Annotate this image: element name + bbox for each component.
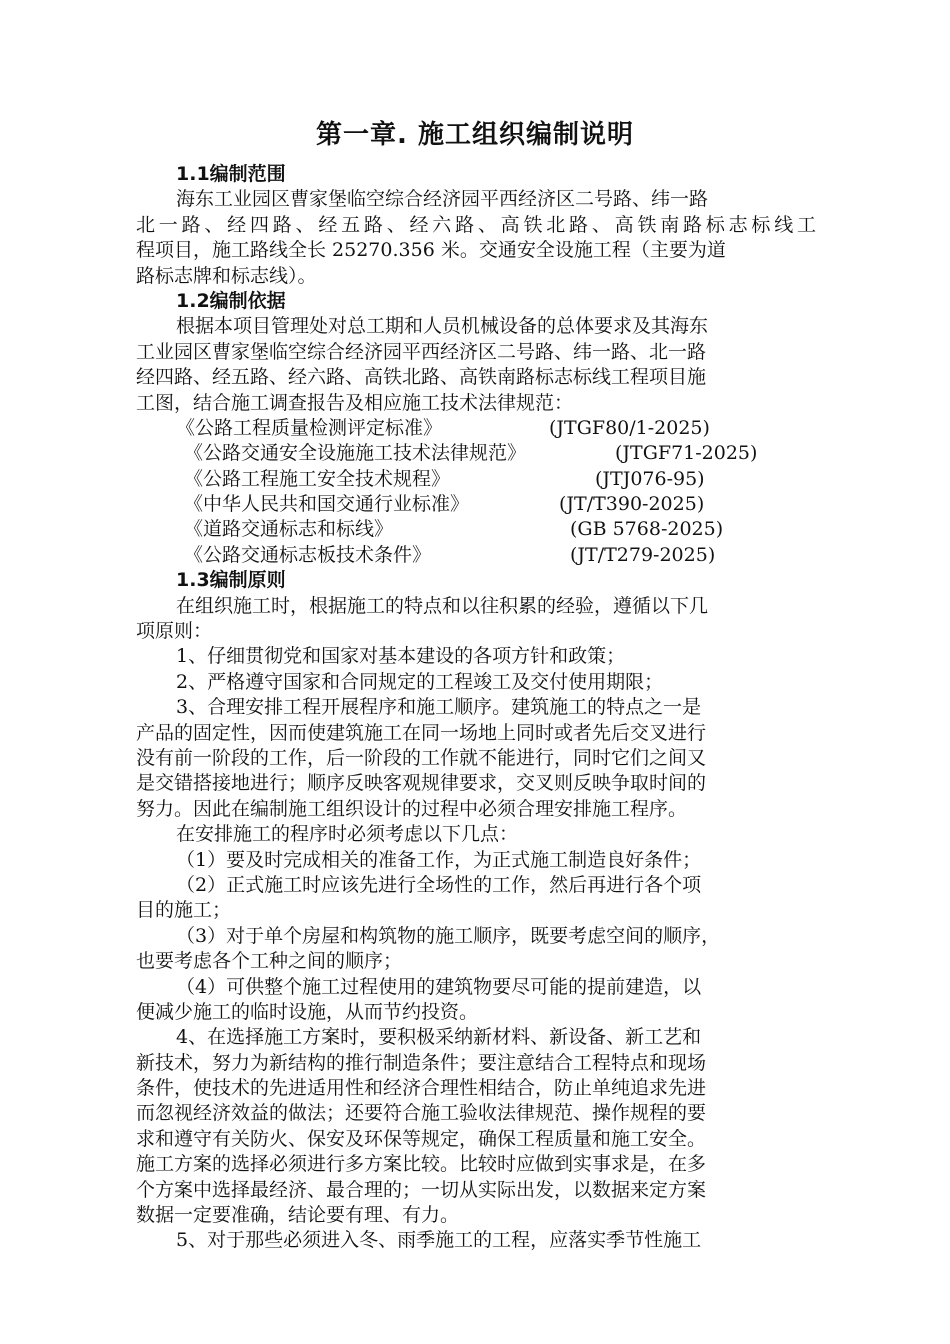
chapter-title: 第一章. 施工组织编制说明: [316, 120, 634, 150]
standard-item: [136, 416, 816, 441]
standard-name: 《公路工程施工安全技术规程》: [184, 467, 451, 490]
paragraph-line: 没有前一阶段的工作，后一阶段的工作就不能进行，同时它们之间又: [136, 746, 707, 769]
paragraph-line: 在组织施工时，根据施工的特点和以往积累的经验，遵循以下几: [176, 594, 709, 617]
document-body: [136, 162, 816, 1254]
paragraph-line: 工图，结合施工调查报告及相应施工技术法律规范：: [136, 391, 574, 414]
section-heading-1-3: 1.3编制原则: [176, 569, 286, 592]
paragraph-line: 产品的固定性，因而使建筑施工在同一场地上同时或者先后交叉进行: [136, 721, 707, 744]
list-item-line: 1、仔细贯彻党和国家对基本建设的各项方针和政策；: [176, 645, 626, 668]
standard-name: 《公路交通安全设施施工技术法律规范》: [184, 442, 527, 465]
paragraph-line: 努力。因此在编制施工组织设计的过程中必须合理安排施工程序。: [136, 797, 688, 820]
paragraph-line: 是交错搭接地进行；顺序反映客观规律要求，交叉则反映争取时间的: [136, 772, 707, 795]
paragraph-line: 路标志牌和标志线）。: [136, 264, 317, 287]
list-item-line: 5、对于那些必须进入冬、雨季施工的工程，应落实季节性施工: [176, 1229, 702, 1252]
paragraph-line: 便减少施工的临时设施，从而节约投资。: [136, 1000, 479, 1023]
standard-code: (JT/T390-2025): [559, 493, 705, 516]
standard-code: (JTGF80/1-2025): [549, 416, 710, 439]
sub-item-line: （2）正式施工时应该先进行全场性的工作，然后再进行各个项: [176, 873, 702, 896]
paragraph-line: 程项目，施工路线全长 25270.356 米。交通安全设施工程（主要为道: [136, 239, 726, 262]
paragraph-line: 而忽视经济效益的做法；还要符合施工验收法律规范、操作规程的要: [136, 1102, 707, 1125]
standard-name: 《公路工程质量检测评定标准》: [176, 416, 443, 439]
standard-name: 《道路交通标志和标线》: [184, 518, 394, 541]
paragraph-line: 海东工业园区曹家堡临空综合经济园平西经济区二号路、纬一路: [176, 188, 709, 211]
standard-item: [136, 467, 816, 492]
sub-item-line: （4）可供整个施工过程使用的建筑物要尽可能的提前建造，以: [176, 975, 702, 998]
paragraph-line: 求和遵守有关防火、保安及环保等规定，确保工程质量和施工安全。: [136, 1127, 707, 1150]
paragraph-line: 施工方案的选择必须进行多方案比较。比较时应做到实事求是，在多: [136, 1153, 707, 1176]
paragraph-line: 在安排施工的程序时必须考虑以下几点：: [176, 823, 519, 846]
sub-item-line: （3）对于单个房屋和构筑物的施工顺序，既要考虑空间的顺序，: [176, 924, 721, 947]
standard-item: [136, 492, 816, 517]
section-heading-1-1: 1.1编制范围: [176, 163, 286, 185]
standard-code: (JTJ076-95): [595, 467, 705, 490]
standard-name: 《中华人民共和国交通行业标准》: [184, 493, 470, 516]
standard-item: [136, 441, 816, 466]
paragraph-line: 经四路、经五路、经六路、高铁北路、高铁南路标志标线工程项目施: [136, 366, 707, 389]
paragraph-line: 北一路、经四路、经五路、经六路、高铁北路、高铁南路标志标线工: [136, 213, 816, 236]
standard-code: (JT/T279-2025): [570, 543, 716, 566]
list-item-line: 3、合理安排工程开展程序和施工顺序。建筑施工的特点之一是: [176, 696, 702, 719]
list-item-line: 4、在选择施工方案时，要积极采纳新材料、新设备、新工艺和: [176, 1026, 702, 1049]
list-item-line: 2、严格遵守国家和合同规定的工程竣工及交付使用期限；: [176, 670, 664, 693]
sub-item-line: （1）要及时完成相关的准备工作，为正式施工制造良好条件；: [176, 848, 702, 871]
paragraph-line: 条件，使技术的先进适用性和经济合理性相结合，防止单纯追求先进: [136, 1077, 707, 1100]
standard-code: (GB 5768-2025): [570, 518, 724, 541]
standard-item: [136, 517, 816, 542]
standard-name: 《公路交通标志板技术条件》: [184, 543, 432, 566]
paragraph-line: 数据一定要准确，结论要有理、有力。: [136, 1204, 460, 1227]
paragraph-line: 项原则：: [136, 620, 213, 643]
standard-item: [136, 543, 816, 568]
paragraph-line: 新技术，努力为新结构的推行制造条件；要注意结合工程特点和现场: [136, 1051, 707, 1074]
paragraph-line: 个方案中选择最经济、最合理的；一切从实际出发，以数据来定方案: [136, 1178, 707, 1201]
paragraph-line: 目的施工；: [136, 899, 232, 922]
paragraph-line: 也要考虑各个工种之间的顺序；: [136, 950, 403, 973]
standard-code: (JTGF71-2025): [615, 442, 758, 465]
section-heading-1-2: 1.2编制依据: [176, 289, 286, 312]
paragraph-line: 工业园区曹家堡临空综合经济园平西经济区二号路、纬一路、北一路: [136, 340, 707, 363]
paragraph-line: 根据本项目管理处对总工期和人员机械设备的总体要求及其海东: [176, 315, 709, 338]
